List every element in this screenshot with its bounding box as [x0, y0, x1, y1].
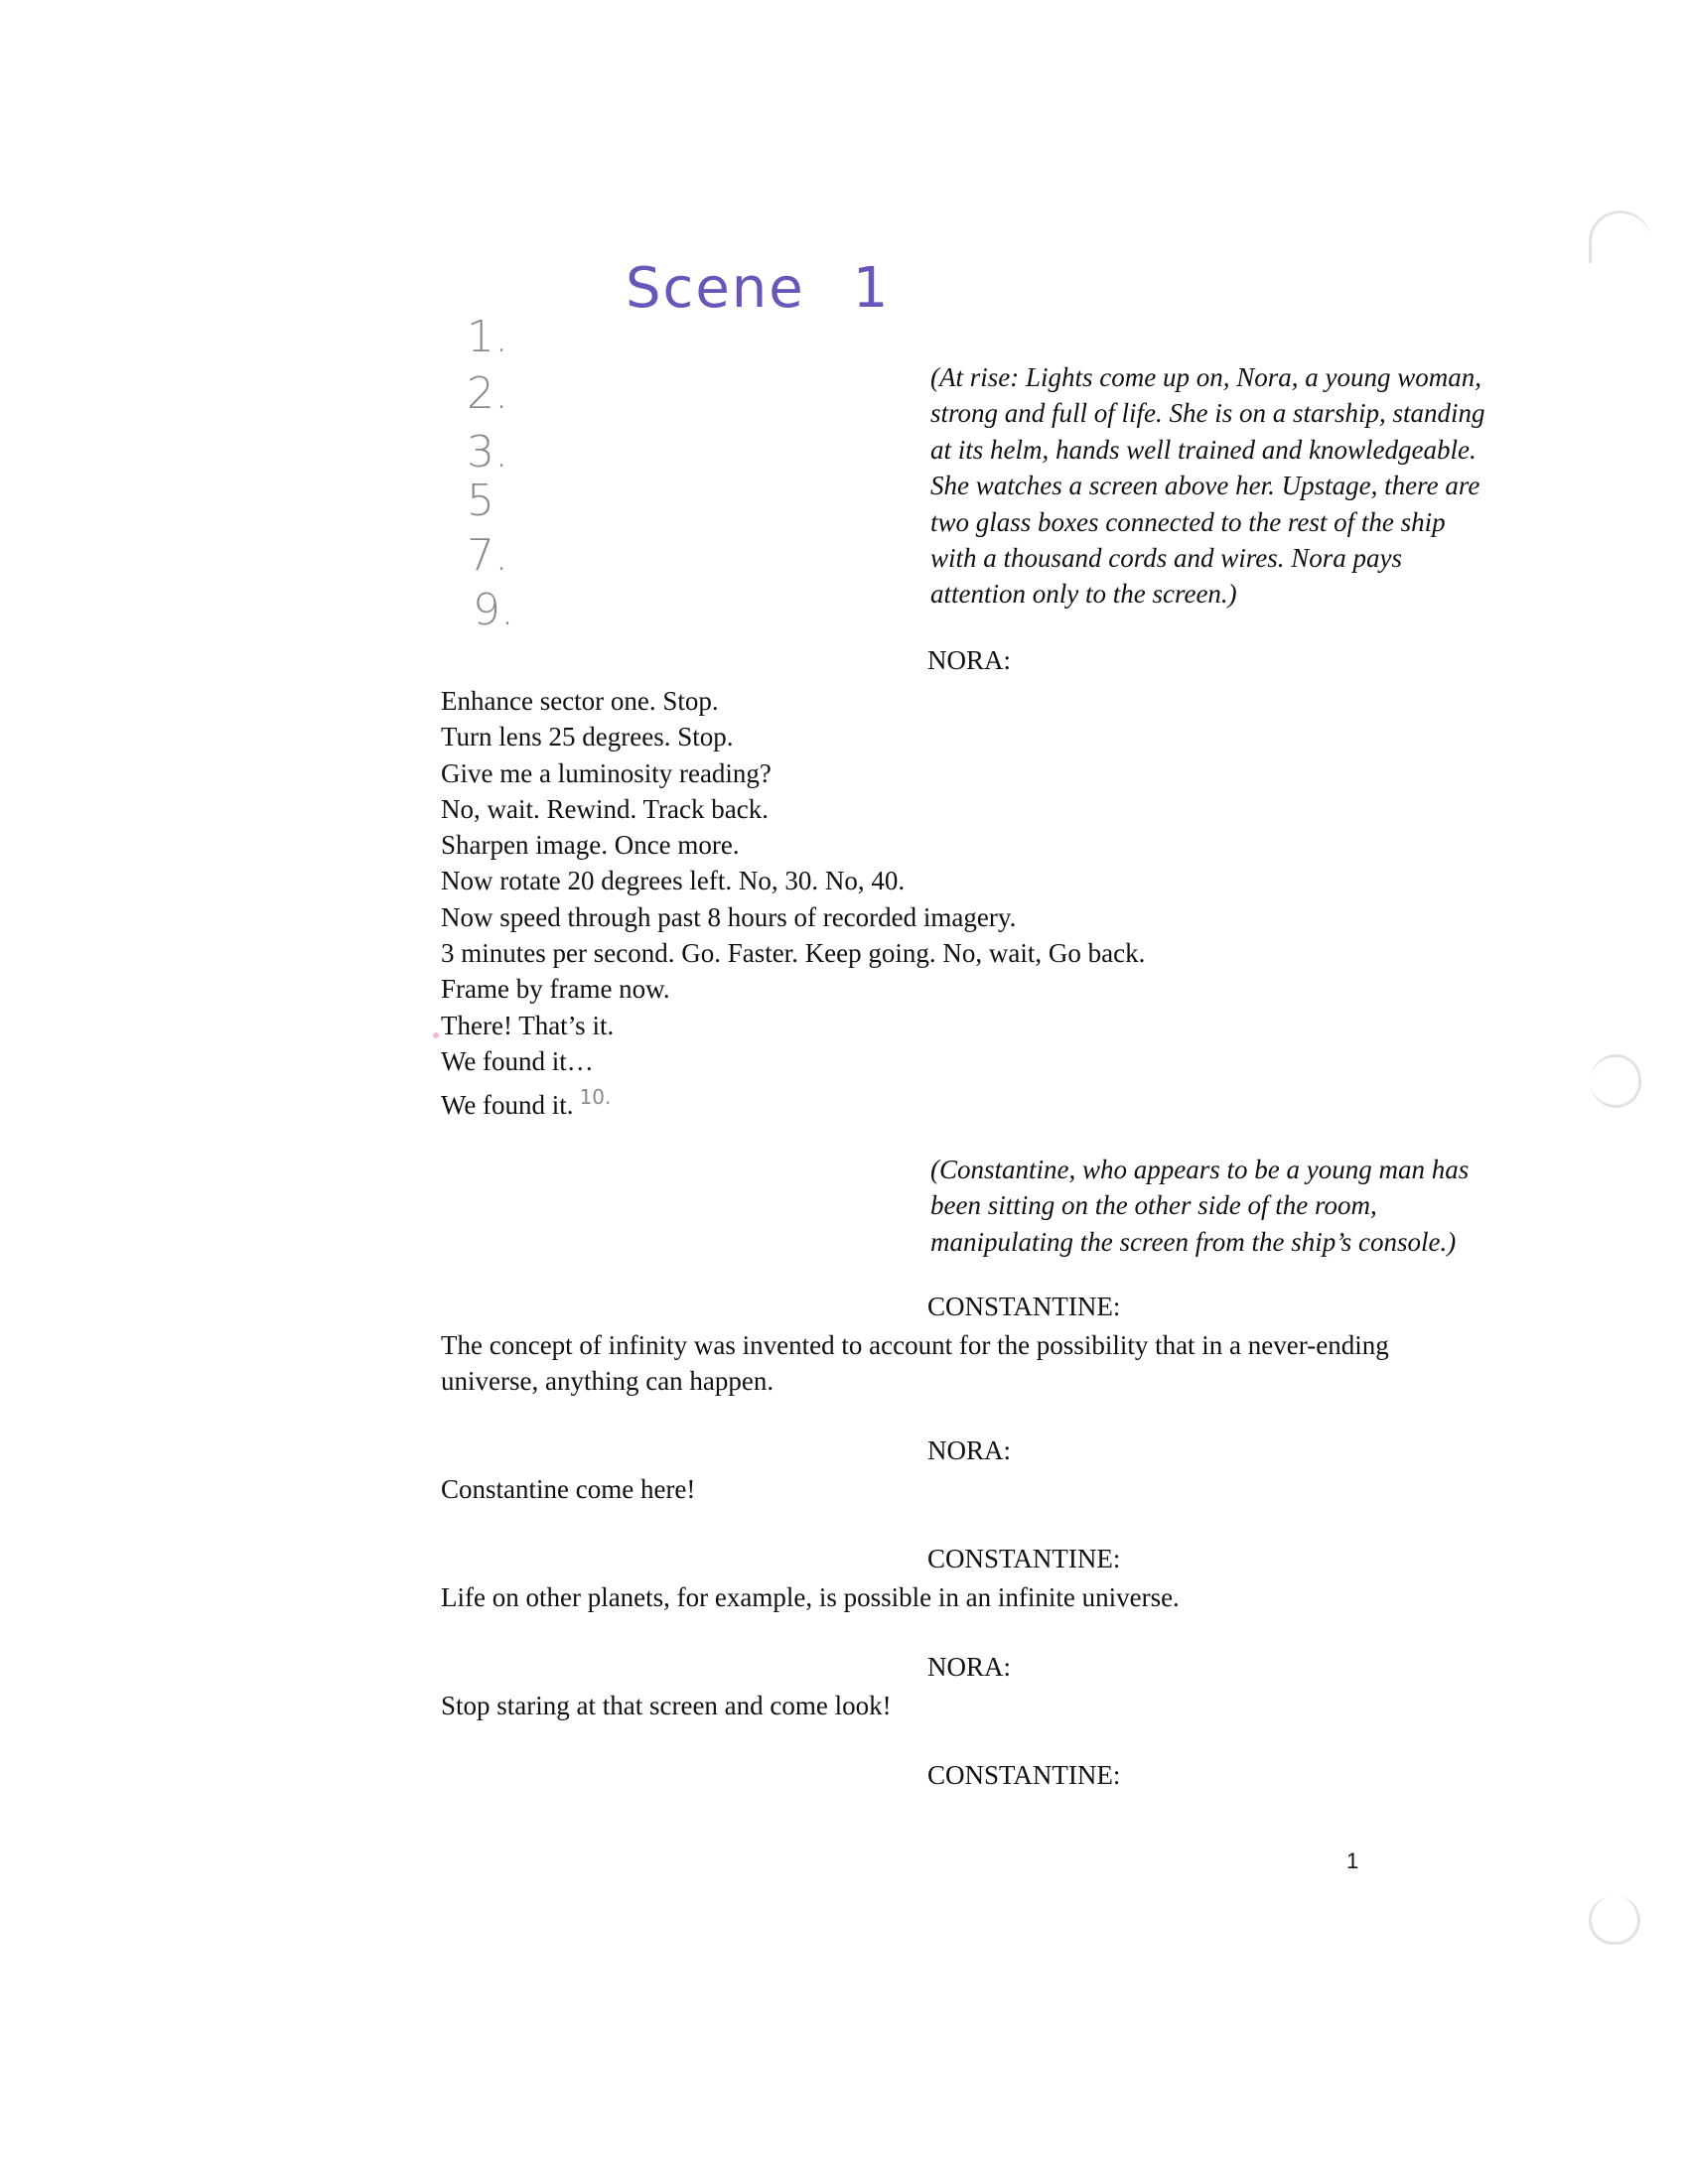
margin-number: 2. [467, 368, 508, 419]
binder-hole-bottom [1589, 1896, 1640, 1945]
dialogue-line-with-mark [441, 1079, 1434, 1123]
handwritten-inline-mark: 10. [579, 1085, 612, 1110]
stage-direction-line: She watches a screen above her. Upstage, there are [930, 471, 1480, 501]
stage-direction-line: (Constantine, who appears to be a young man has [930, 1155, 1470, 1184]
dialogue-line: universe, anything can happen. [441, 1366, 774, 1397]
speaker-nora: NORA: [927, 1435, 1012, 1465]
dialogue-line: Now speed through past 8 hours of recorded imagery. [441, 901, 1017, 932]
opening-stage-direction [930, 359, 1526, 613]
stage-direction-line: manipulating the screen from the ship’s console.) [930, 1226, 1457, 1257]
dialogue-line: We found it… [441, 1045, 594, 1076]
margin-number: 7. [467, 530, 508, 581]
second-stage-direction [930, 1152, 1526, 1260]
dialogue-line: There! That’s it. [441, 1010, 615, 1040]
dialogue-line: Stop staring at that screen and come look! [441, 1691, 892, 1720]
constantine-dialogue-block [441, 1579, 1434, 1615]
nora-dialogue-block [441, 683, 1434, 1124]
margin-numbers-handwritten [467, 312, 546, 635]
dialogue-line: Frame by frame now. [441, 974, 670, 1005]
dialogue-line: Give me a luminosity reading? [441, 757, 772, 788]
dialogue-line: No, wait. Rewind. Track back. [441, 793, 769, 824]
dialogue-line: Enhance sector one. Stop. [441, 686, 719, 716]
binder-hole-middle [1591, 1054, 1641, 1108]
stage-direction-line: with a thousand cords and wires. Nora pays [930, 543, 1403, 574]
dialogue-line: The concept of infinity was invented to account for the possibility that in a never-ending [441, 1330, 1389, 1360]
margin-number: 1. [467, 312, 508, 362]
dialogue-line: 3 minutes per second. Go. Faster. Keep going. No, wait, Go back. [441, 938, 1146, 969]
speaker-nora: NORA: [927, 645, 1012, 675]
stage-direction-line: strong and full of life. She is on a starship, standing [930, 398, 1485, 429]
stage-direction-line: been sitting on the other side of the room, [930, 1190, 1377, 1221]
dialogue-line: Constantine come here! [441, 1474, 696, 1504]
binder-hole-top [1589, 210, 1651, 263]
dialogue-line: Turn lens 25 degrees. Stop. [441, 722, 734, 752]
stage-direction-line: at its helm, hands well trained and knowledgeable. [930, 434, 1477, 465]
pink-ink-dot [433, 1032, 439, 1038]
margin-number: 9. [473, 585, 514, 635]
scene-heading-handwritten [626, 256, 890, 321]
nora-dialogue-block [441, 1688, 1434, 1723]
speaker-constantine: CONSTANTINE: [927, 1292, 1121, 1321]
dialogue-line: Sharpen image. Once more. [441, 830, 740, 861]
margin-number: 5 [467, 476, 494, 526]
dialogue-line: We found it. [441, 1090, 574, 1121]
scene-number: 1 [852, 256, 891, 321]
nora-dialogue-block [441, 1471, 1434, 1507]
scene-word: Scene [626, 256, 805, 321]
stage-direction-line: two glass boxes connected to the rest of the ship [930, 506, 1446, 537]
constantine-dialogue-block [441, 1327, 1434, 1400]
stage-direction-line: (At rise: Lights come up on, Nora, a young woman, [930, 362, 1481, 392]
speaker-nora: NORA: [927, 1652, 1012, 1682]
margin-number: 3. [467, 427, 508, 478]
stage-direction-line: attention only to the screen.) [930, 579, 1237, 610]
speaker-constantine: CONSTANTINE: [927, 1544, 1121, 1573]
dialogue-line: Now rotate 20 degrees left. No, 30. No, 40. [441, 866, 906, 896]
dialogue-line: Life on other planets, for example, is possible in an infinite universe. [441, 1582, 1180, 1612]
page-number: 1 [1346, 1848, 1359, 1873]
speaker-constantine: CONSTANTINE: [927, 1760, 1121, 1790]
